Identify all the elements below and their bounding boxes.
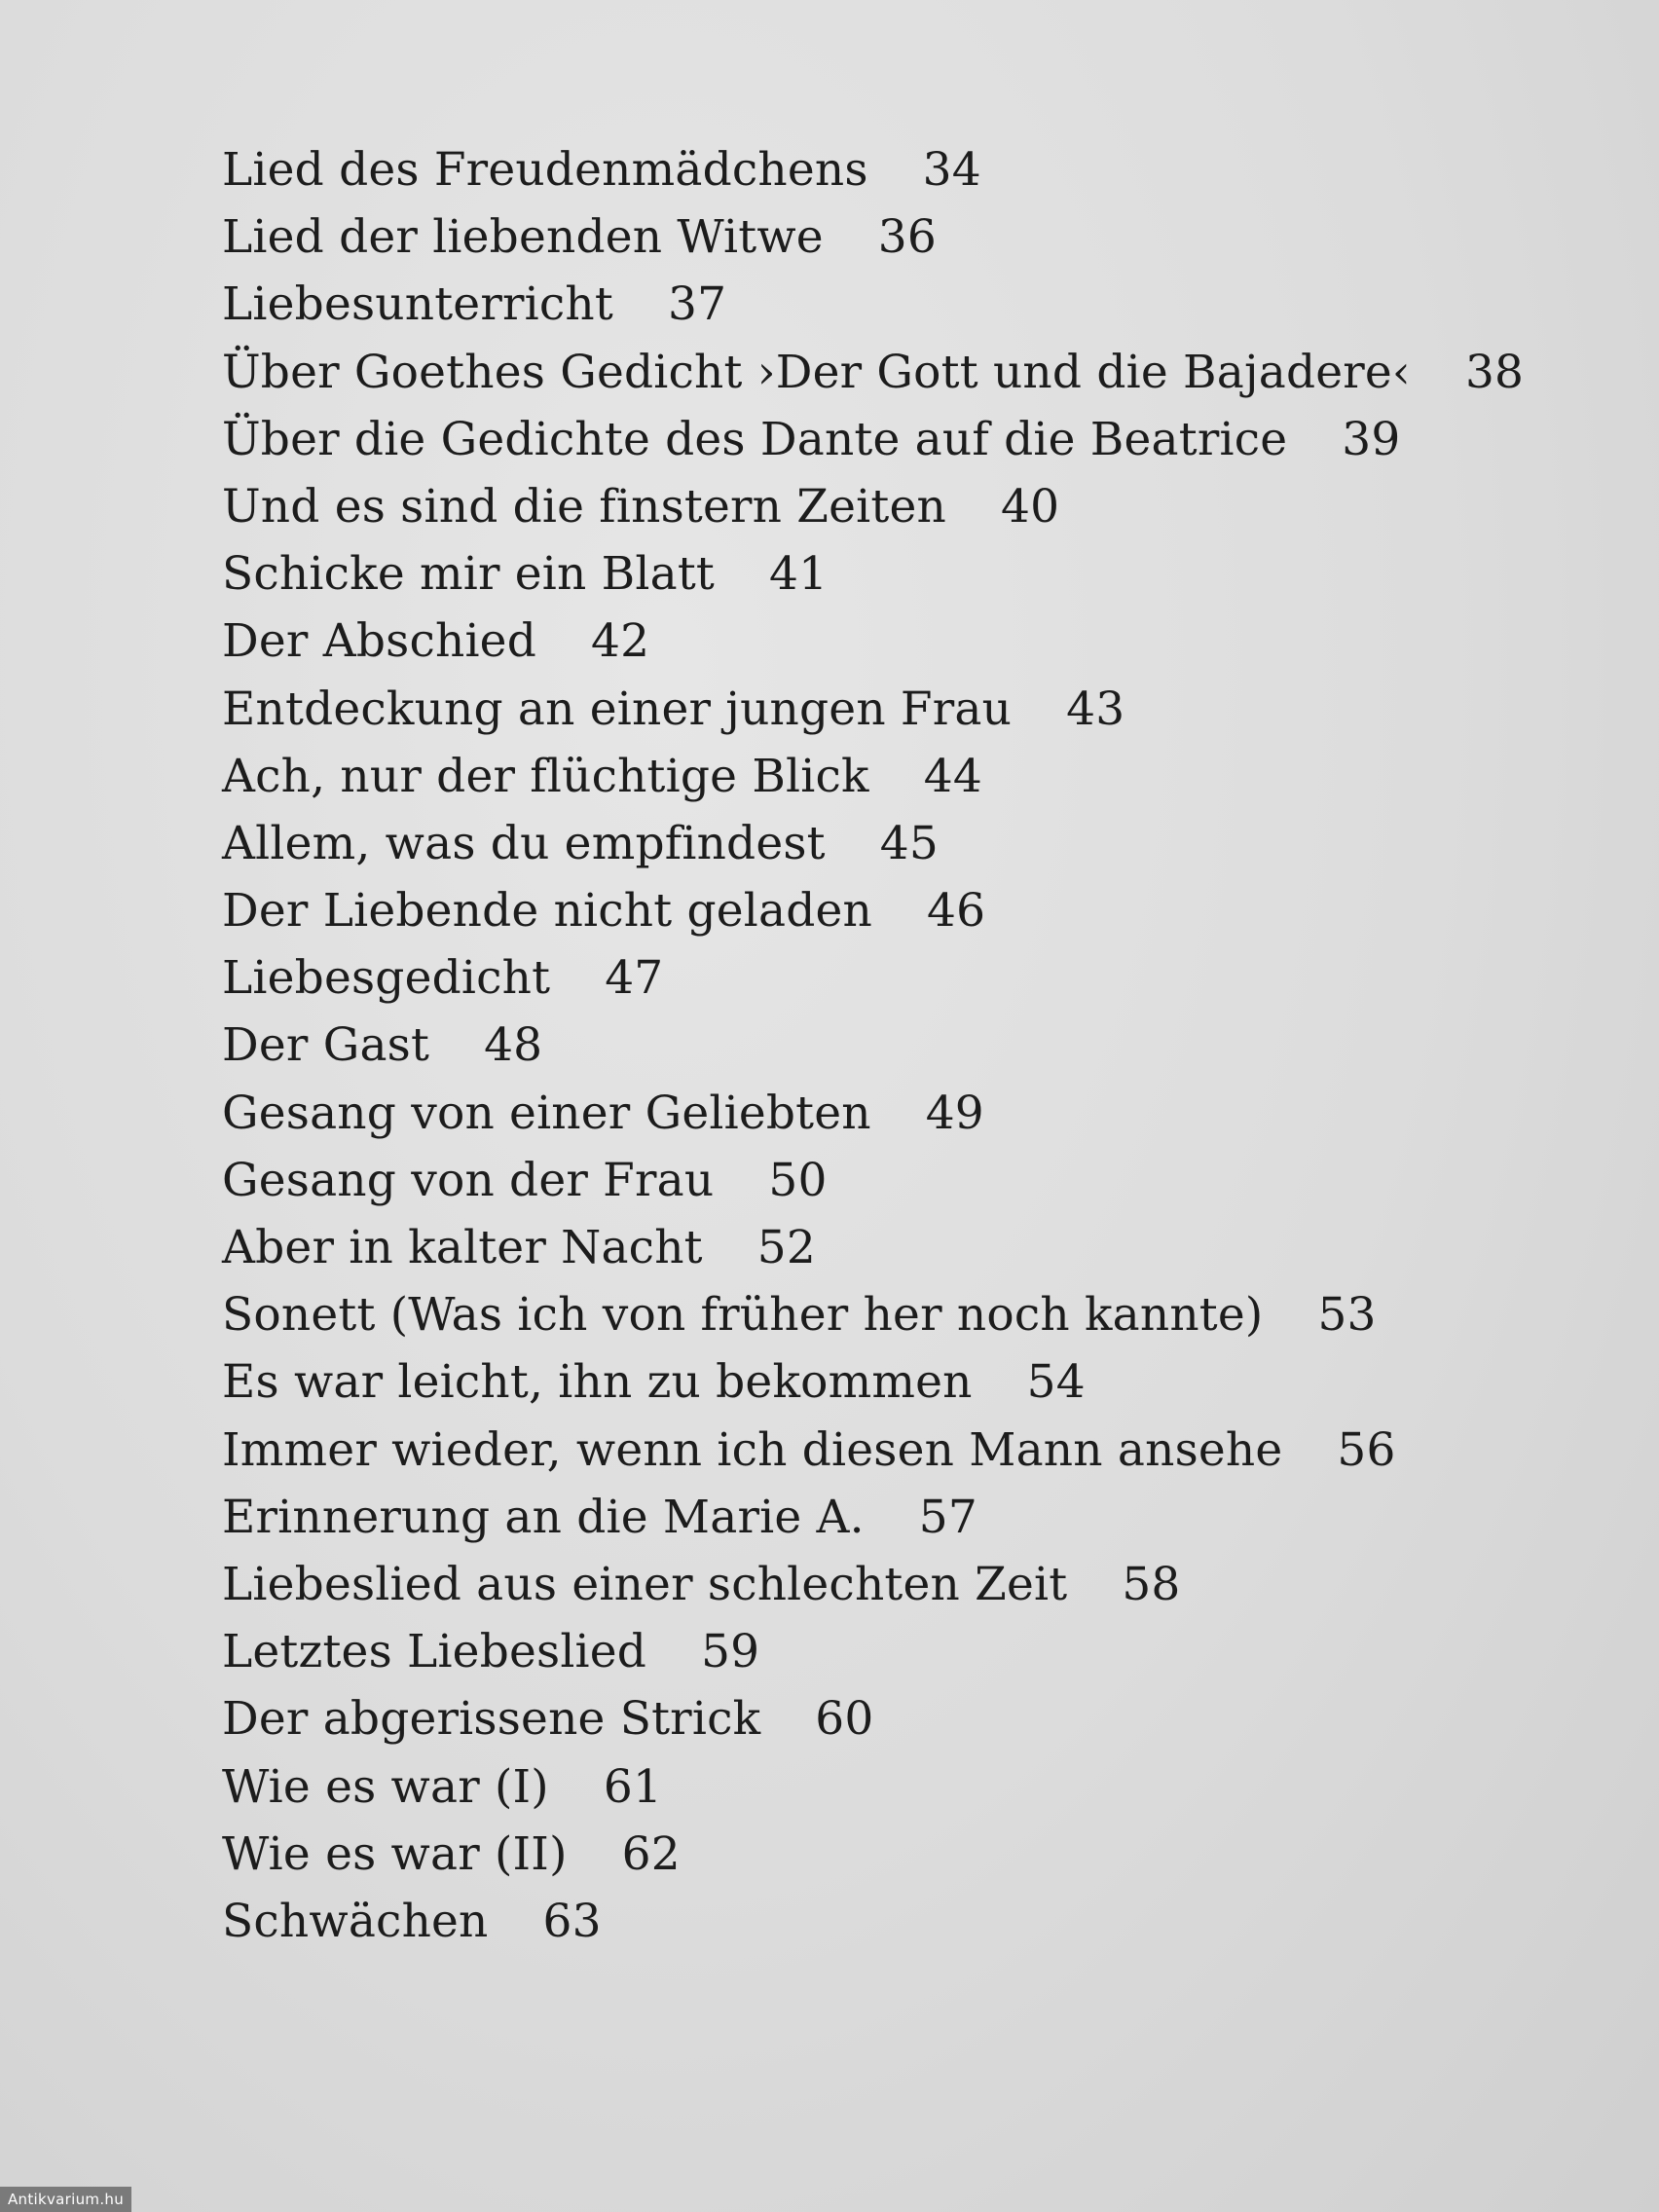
toc-entry-title: Sonett (Was ich von früher her noch kannte) (222, 1288, 1264, 1343)
toc-entry (222, 1080, 1566, 1147)
toc-entry (222, 473, 1566, 540)
toc-entry (222, 1551, 1566, 1618)
toc-entry-title: Ach, nur der flüchtige Blick (222, 749, 869, 803)
toc-entry (222, 1685, 1566, 1752)
toc-entry-page: 59 (701, 1625, 760, 1679)
toc-entry (222, 271, 1566, 338)
toc-entry-page: 39 (1342, 412, 1401, 466)
watermark: Antikvarium.hu (0, 2187, 131, 2212)
toc-entry (222, 339, 1566, 406)
toc-entry-title: Schwächen (222, 1894, 489, 1948)
toc-entry-page: 61 (603, 1759, 663, 1814)
toc-entry-page: 48 (484, 1018, 543, 1073)
toc-entry (222, 944, 1566, 1012)
toc-entry-title: Gesang von der Frau (222, 1153, 715, 1207)
toc-entry-page: 46 (927, 884, 986, 939)
toc-entry-page: 34 (922, 143, 981, 197)
toc-entry-title: Der Gast (222, 1018, 430, 1073)
toc-entry (222, 608, 1566, 675)
toc-entry-page: 43 (1066, 682, 1125, 736)
toc-entry (222, 203, 1566, 271)
toc-entry-page: 40 (1000, 479, 1060, 534)
toc-entry-title: Und es sind die finstern Zeiten (222, 479, 946, 534)
toc-entry-title: Lied des Freudenmädchens (222, 143, 868, 197)
toc-entry-title: Liebesgedicht (222, 951, 551, 1006)
toc-entry (222, 1417, 1566, 1484)
toc-entry (222, 1753, 1566, 1821)
toc-entry-title: Der abgerissene Strick (222, 1692, 761, 1747)
toc-entry (222, 1012, 1566, 1079)
toc-entry-page: 63 (542, 1894, 602, 1948)
toc-entry-title: Liebeslied aus einer schlechten Zeit (222, 1557, 1068, 1611)
toc-entry-page: 50 (768, 1153, 828, 1207)
toc-entry-page: 57 (918, 1490, 977, 1544)
toc-entry-page: 54 (1026, 1355, 1086, 1410)
toc-entry (222, 877, 1566, 944)
toc-entry-title: Der Abschied (222, 614, 536, 669)
toc-entry-title: Wie es war (I) (222, 1759, 549, 1814)
toc-entry (222, 1888, 1566, 1955)
toc-entry-title: Entdeckung an einer jungen Frau (222, 682, 1013, 736)
toc-entry-title: Gesang von einer Geliebten (222, 1086, 871, 1140)
toc-entry (222, 676, 1566, 743)
toc-entry (222, 1484, 1566, 1551)
table-of-contents (222, 136, 1566, 1955)
toc-entry-page: 41 (769, 547, 829, 602)
toc-entry-title: Lied der liebenden Witwe (222, 210, 824, 265)
toc-entry-title: Immer wieder, wenn ich diesen Mann ansehe (222, 1422, 1283, 1477)
toc-entry (222, 136, 1566, 203)
toc-entry (222, 1618, 1566, 1685)
toc-entry-page: 37 (667, 277, 727, 332)
toc-entry-title: Liebesunterricht (222, 277, 613, 332)
toc-entry-page: 42 (590, 614, 650, 669)
toc-entry-page: 36 (877, 210, 938, 265)
toc-entry (222, 1214, 1566, 1281)
toc-entry-page: 44 (923, 749, 982, 803)
toc-entry-title: Es war leicht, ihn zu bekommen (222, 1355, 973, 1410)
toc-entry-page: 45 (879, 816, 939, 870)
toc-entry-page: 62 (621, 1826, 681, 1881)
toc-entry (222, 810, 1566, 877)
toc-entry-page: 58 (1122, 1557, 1181, 1611)
toc-entry-page: 52 (756, 1221, 816, 1274)
toc-entry-title: Über die Gedichte des Dante auf die Beatrice (222, 412, 1288, 466)
toc-entry (222, 1348, 1566, 1416)
toc-entry (222, 1821, 1566, 1888)
toc-entry (222, 1147, 1566, 1214)
toc-entry (222, 743, 1566, 810)
toc-entry-page: 49 (925, 1086, 984, 1140)
toc-entry-title: Schicke mir ein Blatt (222, 547, 716, 602)
toc-entry-page: 47 (605, 951, 664, 1006)
toc-entry (222, 1281, 1566, 1348)
toc-entry-title: Wie es war (II) (222, 1826, 568, 1881)
toc-entry-title: Allem, was du empfindest (222, 816, 826, 870)
toc-entry-page: 53 (1317, 1288, 1377, 1343)
toc-entry-title: Letztes Liebeslied (222, 1625, 647, 1679)
toc-entry (222, 406, 1566, 473)
toc-entry-title: Aber in kalter Nacht (222, 1221, 703, 1274)
toc-entry-title: Über Goethes Gedicht ›Der Gott und die Bajadere‹ (222, 345, 1411, 399)
toc-entry-page: 56 (1337, 1422, 1396, 1477)
toc-entry-title: Erinnerung an die Marie A. (222, 1490, 865, 1544)
toc-entry-page: 60 (815, 1692, 874, 1747)
toc-entry-title: Der Liebende nicht geladen (222, 884, 873, 939)
toc-entry (222, 540, 1566, 608)
toc-entry-page: 38 (1464, 345, 1525, 399)
